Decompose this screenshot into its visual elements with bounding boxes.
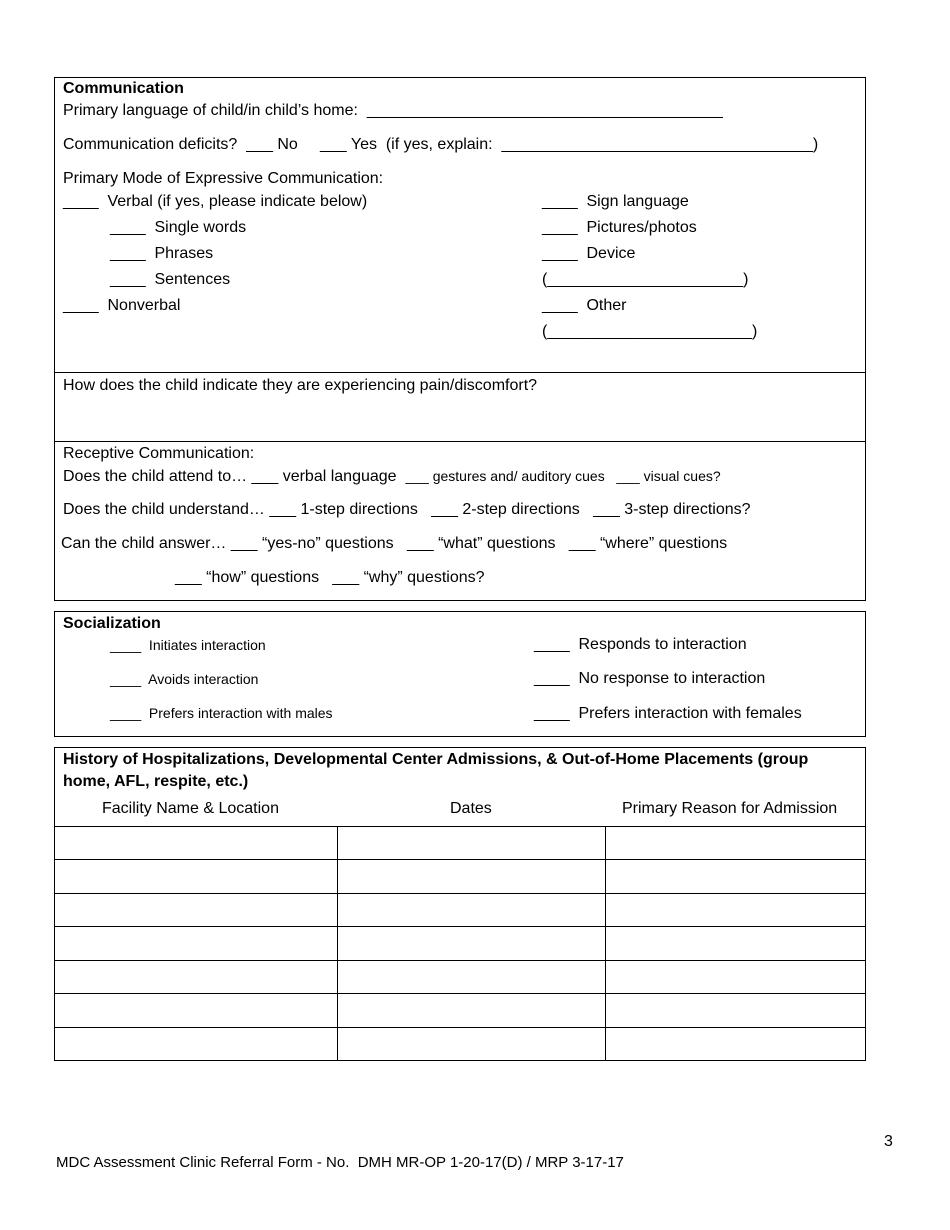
cell-facility[interactable] [55,927,337,961]
cell-dates[interactable] [337,894,605,927]
cell-facility[interactable] [55,994,337,1028]
option-pictures[interactable]: ____ Pictures/photos [542,219,697,236]
cell-dates[interactable] [337,1028,605,1061]
cell-facility[interactable] [55,827,337,860]
cell-reason[interactable] [605,927,865,961]
table-row [55,894,865,927]
cell-dates[interactable] [337,927,605,961]
option-sign-language[interactable]: ____ Sign language [542,193,689,210]
column-header-dates: Dates [450,800,492,817]
history-heading-cont: home, AFL, respite, etc.) [63,773,249,790]
table-row [55,860,865,894]
social-responds[interactable]: ____ Responds to interaction [534,636,747,653]
cell-dates[interactable] [337,827,605,860]
cell-reason[interactable] [605,860,865,894]
table-row [55,827,865,860]
social-prefers-males[interactable]: ____ Prefers interaction with males [110,705,333,721]
receptive-heading: Receptive Communication: [63,445,255,462]
cell-reason[interactable] [605,994,865,1028]
cell-facility[interactable] [55,860,337,894]
socialization-heading: Socialization [63,615,161,632]
answer-question-cont[interactable]: ___ “how” questions ___ “why” questions? [175,569,485,586]
form-identifier: MDC Assessment Clinic Referral Form - No. DMH MR-OP 1-20-17(D) / MRP 3-17-17 [56,1154,624,1171]
communication-deficits-field[interactable]: Communication deficits? ___ No ___ Yes (if yes, explain: ___________________________________) [63,136,819,153]
cell-facility[interactable] [55,1028,337,1061]
cell-reason[interactable] [605,894,865,927]
column-header-facility: Facility Name & Location [102,800,279,817]
divider [54,372,866,373]
column-header-reason: Primary Reason for Admission [622,800,838,817]
option-device[interactable]: ____ Device [542,245,636,262]
cell-facility[interactable] [55,961,337,994]
social-avoids[interactable]: ____ Avoids interaction [110,671,259,687]
option-nonverbal[interactable]: ____ Nonverbal [63,297,181,314]
cell-reason[interactable] [605,827,865,860]
cell-facility[interactable] [55,894,337,927]
primary-language-field[interactable]: Primary language of child/in child’s home: ________________________________________ [63,102,723,119]
option-other[interactable]: ____ Other [542,297,627,314]
attend-question[interactable] [63,466,721,487]
cell-dates[interactable] [337,860,605,894]
option-sentences[interactable]: ____ Sentences [110,271,231,288]
option-phrases[interactable]: ____ Phrases [110,245,214,262]
table-row [55,1028,865,1061]
table-row [55,961,865,994]
cell-dates[interactable] [337,994,605,1028]
social-no-response[interactable]: ____ No response to interaction [534,670,766,687]
attend-question-main: Does the child attend to… ___ verbal language [63,468,406,485]
divider [54,441,866,442]
page-number: 3 [884,1133,893,1150]
history-heading: History of Hospitalizations, Developmental Center Admissions, & Out-of-Home Placements (group [63,751,809,768]
answer-question[interactable]: Can the child answer… ___ “yes-no” questions ___ “what” questions ___ “where” questions [61,535,728,552]
option-single-words[interactable]: ____ Single words [110,219,247,236]
expressive-mode-heading: Primary Mode of Expressive Communication: [63,170,384,187]
social-initiates[interactable]: ____ Initiates interaction [110,637,266,653]
cell-reason[interactable] [605,1028,865,1061]
table-row [55,927,865,961]
communication-heading: Communication [63,80,184,97]
device-specify-field[interactable]: (______________________) [542,271,749,288]
pain-question: How does the child indicate they are experiencing pain/discomfort? [63,377,538,394]
option-verbal[interactable]: ____ Verbal (if yes, please indicate below) [63,193,368,210]
social-prefers-females[interactable]: ____ Prefers interaction with females [534,705,802,722]
other-specify-field[interactable]: (_______________________) [542,323,758,340]
cell-reason[interactable] [605,961,865,994]
table-row [55,994,865,1028]
attend-question-small: ___ gestures and/ auditory cues ___ visual cues? [405,468,721,484]
cell-dates[interactable] [337,961,605,994]
understand-question[interactable]: Does the child understand… ___ 1-step directions ___ 2-step directions ___ 3-step directions? [63,501,751,518]
